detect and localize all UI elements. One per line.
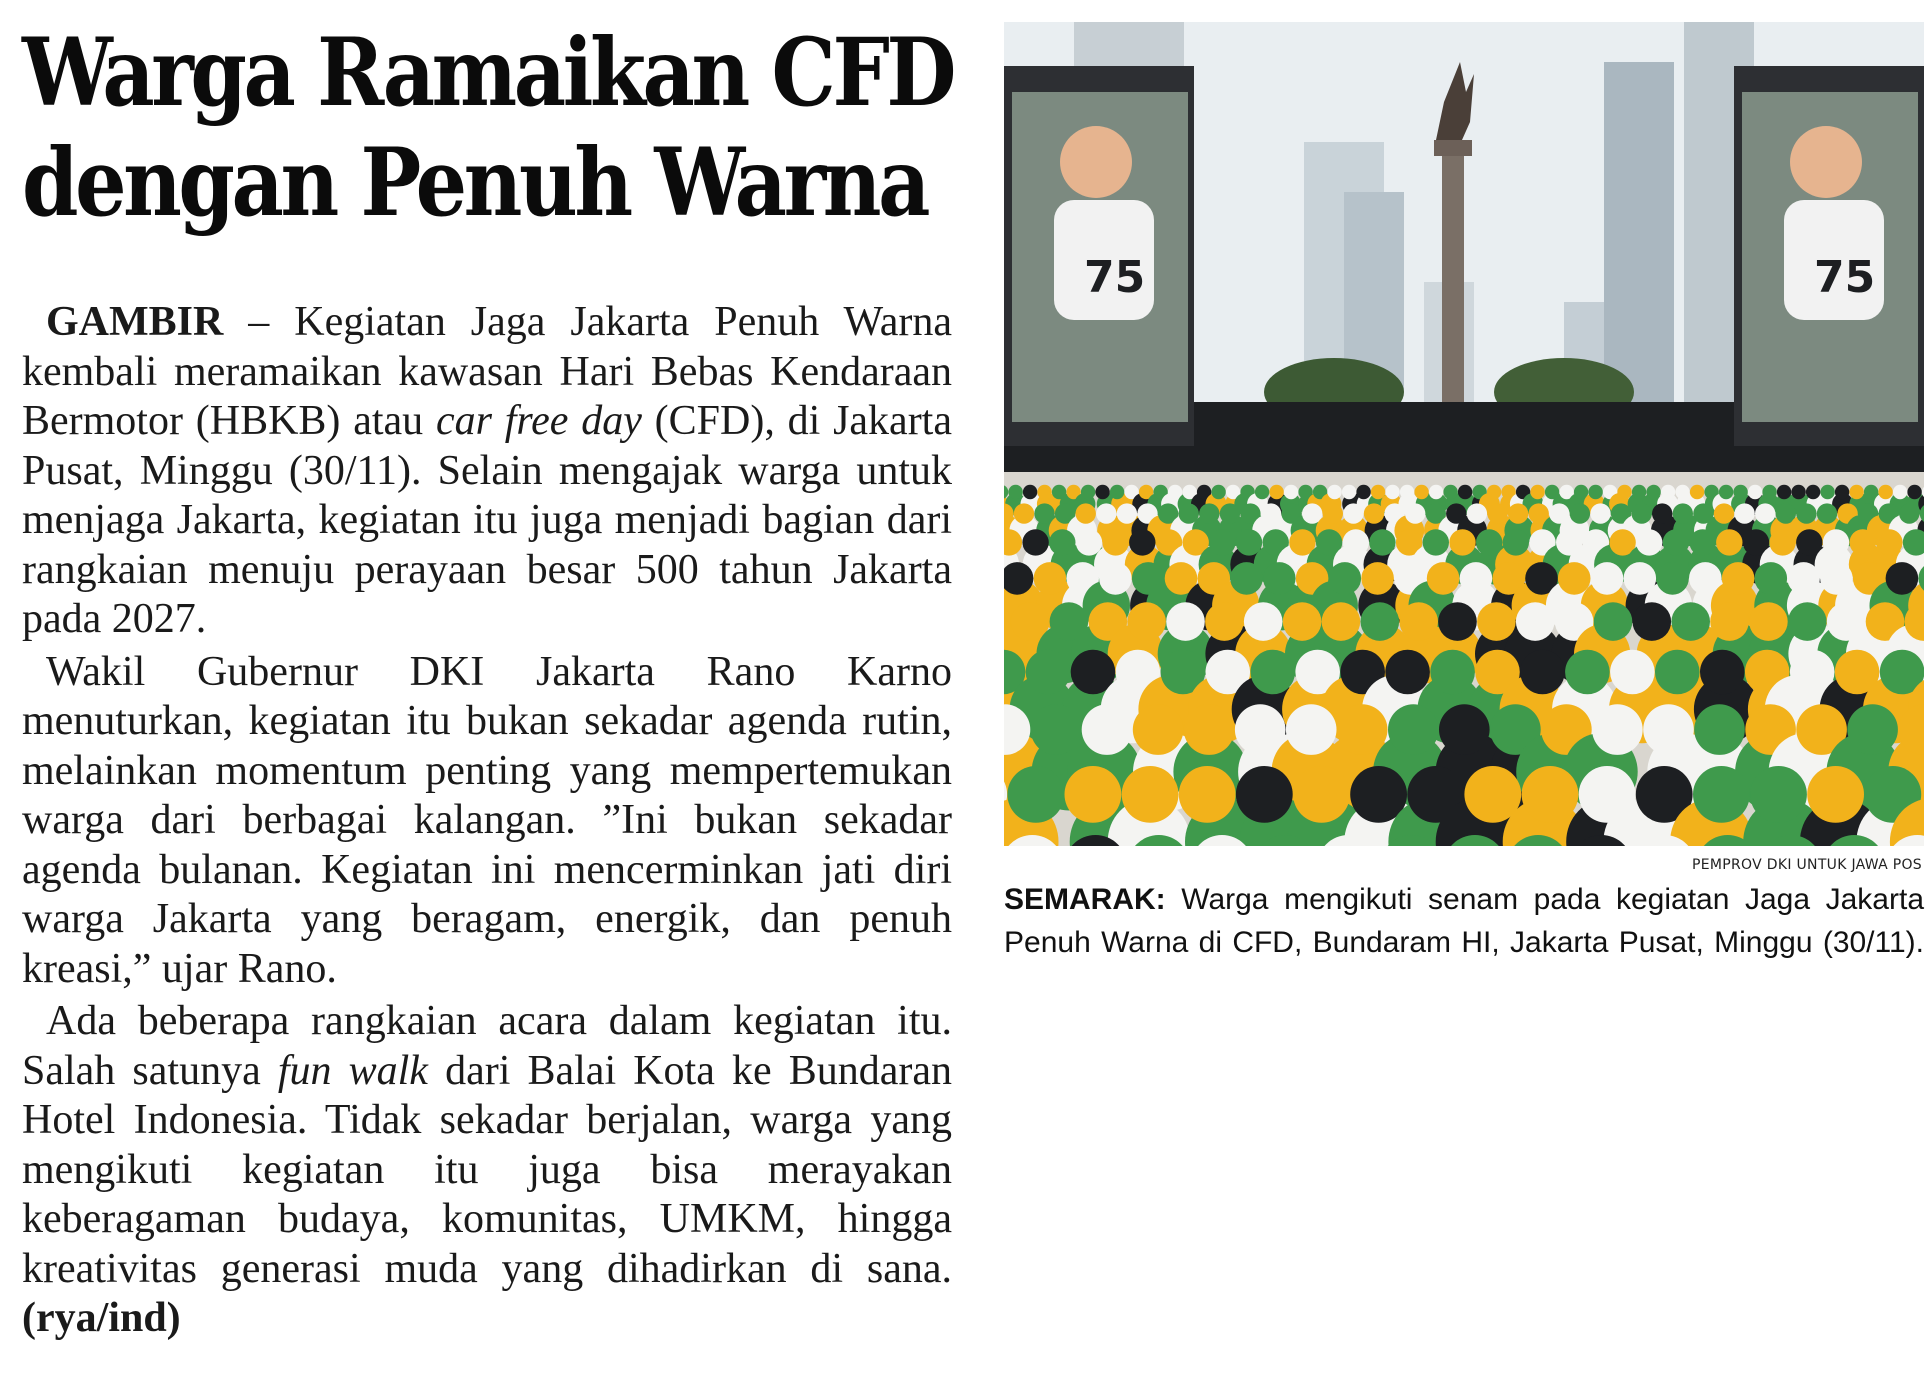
crowd-person-head: [1337, 704, 1388, 755]
crowd-person-head: [1755, 503, 1775, 523]
performer-head-left: [1060, 126, 1132, 198]
crowd-person-head: [1211, 485, 1225, 499]
crowd-person-head: [1323, 503, 1343, 523]
crowd-person-head: [1133, 704, 1184, 755]
crowd-person-head: [1690, 485, 1704, 499]
paragraph-1: [22, 298, 952, 645]
dateline-dash: –: [223, 299, 295, 345]
crowd-person-head: [1110, 485, 1124, 499]
crowd-person-head: [1588, 485, 1602, 499]
crowd-person-head: [1633, 602, 1672, 641]
crowd-person-head: [1423, 529, 1449, 555]
crowd-person-head: [1343, 529, 1369, 555]
crowd-person-head: [1244, 602, 1283, 641]
paragraph-1-italic: car free day: [435, 398, 642, 444]
headline-line-1: Warga Ramaikan CFD: [22, 18, 954, 128]
crowd-person-head: [1719, 485, 1733, 499]
crowd-person-head: [1385, 650, 1430, 695]
crowd-person-head: [1230, 562, 1263, 595]
crowd-person-head: [1361, 562, 1394, 595]
crowd-person-head: [1236, 766, 1293, 823]
headline-line-2: dengan Penuh Warna: [22, 128, 928, 238]
crowd-person-head: [1734, 503, 1754, 523]
crowd-person-head: [1405, 503, 1425, 523]
crowd-person-head: [1293, 766, 1350, 823]
crowd: [1004, 485, 1924, 846]
crowd-person-head: [1388, 704, 1439, 755]
crowd-person-head: [1429, 485, 1443, 499]
photo-credit: PEMPROV DKI UNTUK JAWA POS: [1692, 857, 1922, 873]
crowd-person-head: [1184, 704, 1235, 755]
paragraph-2: Wakil Gubernur DKI Jakarta Rano Karno menuturkan, kegiatan itu bukan sekadar agenda rutin, melainkan momentum penting yang mempertemukan warga dari berbagai kalangan. ”Ini bukan sekadar agenda bulanan. Kegiatan ini mencerminkan jati diri warga Jakarta yang beragam, energik, dan penuh kreasi,” ujar Rano.: [22, 648, 952, 992]
caption-line-2: Penuh Warna di CFD, Bundaram HI, Jakarta Pusat, Minggu (30/11).: [1004, 926, 1924, 959]
crowd-person-head: [1076, 529, 1102, 555]
crowd-person-head: [1430, 650, 1475, 695]
crowd-person-head: [1807, 766, 1864, 823]
crowd-person-head: [1034, 503, 1054, 523]
crowd-person-head: [1689, 529, 1715, 555]
paragraph-3-italic: fun walk: [277, 1047, 428, 1094]
paragraph-1-part-b: (CFD), di Jakarta Pusat, Minggu (30/11). Selain mengajak warga untuk menjaga Jakarta, kegiatan itu juga menjadi bagian dari rangkaian menuju perayaan besar 500 tahun Jakarta pada 2027.: [22, 398, 952, 642]
crowd-person-head: [1849, 485, 1863, 499]
dateline: GAMBIR: [46, 299, 224, 345]
crowd-person-head: [1129, 529, 1155, 555]
paragraph-3-part-b: dari Balai Kota ke Bundaran Hotel Indonesia. Tidak sekadar berjalan, warga yang mengikuti kegiatan itu juga bisa merayakan keberagaman budaya, komunitas, UMKM, hingga kreativitas generasi muda yang dihadirkan di sana.: [22, 1047, 953, 1292]
crowd-person-head: [1269, 485, 1283, 499]
crowd-person-head: [1716, 529, 1742, 555]
crowd-person-head: [1907, 485, 1921, 499]
crowd-person-head: [1008, 485, 1022, 499]
crowd-person-head: [1076, 503, 1096, 523]
crowd-person-head: [1284, 485, 1298, 499]
crowd-person-head: [1205, 602, 1244, 641]
caption-line-1: [1004, 878, 1924, 921]
crowd-person-head: [1361, 602, 1400, 641]
crowd-person-head: [1570, 503, 1590, 523]
crowd-person-head: [1427, 562, 1460, 595]
crowd-person-head: [1356, 485, 1370, 499]
monument-pillar: [1442, 152, 1464, 402]
crowd-person-head: [1439, 704, 1490, 755]
crowd-person-head: [1530, 485, 1544, 499]
crowd-person-head: [1031, 704, 1082, 755]
crowd-person-head: [1522, 766, 1579, 823]
crowd-person-head: [1220, 503, 1240, 523]
screen-number-right: 75: [1814, 252, 1876, 303]
crowd-person-head: [1364, 503, 1384, 523]
crowd-person-head: [1026, 650, 1071, 695]
crowd-person-head: [1487, 485, 1501, 499]
crowd-person-head: [1508, 503, 1528, 523]
crowd-person-head: [1893, 485, 1907, 499]
crowd-person-head: [1590, 503, 1610, 523]
crowd-person-head: [1082, 704, 1133, 755]
crowd-person-head: [1661, 485, 1675, 499]
crowd-person-head: [1755, 562, 1788, 595]
crowd-person-head: [1034, 562, 1067, 595]
crowd-person-head: [1283, 602, 1322, 641]
crowd-person-head: [1099, 562, 1132, 595]
crowd-person-head: [1864, 485, 1878, 499]
crowd-person-head: [1694, 704, 1745, 755]
crowd-person-head: [1449, 529, 1475, 555]
crowd-person-head: [1014, 503, 1034, 523]
crowd-person-head: [1733, 485, 1747, 499]
article-headline: [22, 18, 954, 238]
crowd-person-head: [1476, 529, 1502, 555]
crowd-person-head: [1700, 650, 1745, 695]
crowd-person-head: [1477, 602, 1516, 641]
crowd-person-head: [1414, 485, 1428, 499]
crowd-person-head: [1102, 529, 1128, 555]
crowd-person-head: [1565, 650, 1610, 695]
article-byline: (rya/ind): [22, 1295, 181, 1341]
news-photo: [1004, 22, 1924, 846]
crowd-person-head: [1209, 529, 1235, 555]
crowd-person-head: [1673, 503, 1693, 523]
crowd-person-head: [1817, 503, 1837, 523]
crowd-person-head: [1646, 485, 1660, 499]
crowd-person-head: [1460, 562, 1493, 595]
crowd-person-head: [1820, 485, 1834, 499]
crowd-person-head: [1876, 529, 1902, 555]
crowd-person-head: [1762, 485, 1776, 499]
crowd-person-head: [1671, 602, 1710, 641]
crowd-person-head: [1166, 602, 1205, 641]
crowd-person-head: [1878, 485, 1892, 499]
crowd-person-head: [1235, 704, 1286, 755]
crowd-person-head: [1617, 485, 1631, 499]
crowd-person-head: [1327, 485, 1341, 499]
crowd-person-head: [1750, 766, 1807, 823]
building: [1604, 62, 1674, 402]
crowd-person-head: [1847, 704, 1898, 755]
crowd-person-head: [1632, 503, 1652, 523]
crowd-person-head: [1065, 766, 1122, 823]
crowd-person-head: [1656, 562, 1689, 595]
crowd-person-head: [1835, 485, 1849, 499]
crowd-person-head: [1722, 562, 1755, 595]
crowd-person-head: [1791, 485, 1805, 499]
crowd-person-head: [1516, 602, 1555, 641]
crowd-person-head: [1749, 602, 1788, 641]
paragraph-1-part-a: Kegiatan Jaga Jakarta Penuh Warna kembali meramaikan kawasan Hari Bebas Kendaraan Bermotor (HBKB) atau: [22, 299, 952, 444]
crowd-person-head: [1710, 602, 1749, 641]
crowd-person-head: [1049, 529, 1075, 555]
crowd-person-head: [1899, 503, 1919, 523]
crowd-person-head: [1663, 529, 1689, 555]
crowd-person-head: [1610, 650, 1655, 695]
crowd-person-head: [1342, 485, 1356, 499]
crowd-person-head: [1777, 485, 1791, 499]
crowd-person-head: [1796, 529, 1822, 555]
crowd-person-head: [1769, 529, 1795, 555]
crowd-person-head: [1199, 503, 1219, 523]
article-body: [22, 298, 952, 1347]
crowd-person-head: [1122, 766, 1179, 823]
crowd-person-head: [1558, 562, 1591, 595]
crowd-person-head: [1023, 485, 1037, 499]
crowd-person-head: [1438, 602, 1477, 641]
crowd-person-head: [1788, 602, 1827, 641]
performer-head-right: [1790, 126, 1862, 198]
crowd-person-head: [1458, 485, 1472, 499]
crowd-person-head: [1096, 503, 1116, 523]
crowd-person-head: [1693, 766, 1750, 823]
crowd-person-head: [1263, 562, 1296, 595]
crowd-person-head: [1467, 503, 1487, 523]
crowd-person-head: [1487, 503, 1507, 523]
crowd-person-head: [1592, 704, 1643, 755]
caption-label: SEMARAK:: [1004, 883, 1166, 916]
paragraph-3: [22, 997, 952, 1344]
monument-cap: [1434, 140, 1472, 156]
caption-text-1: Warga mengikuti senam pada kegiatan Jaga Jakarta: [1165, 883, 1924, 916]
crowd-person-head: [1095, 485, 1109, 499]
crowd-person-head: [1007, 766, 1064, 823]
crowd-person-head: [1329, 562, 1362, 595]
photo-illustration: [1004, 22, 1924, 846]
crowd-person-head: [1322, 602, 1361, 641]
crowd-person-head: [1520, 650, 1565, 695]
crowd-person-head: [1748, 485, 1762, 499]
crowd-person-head: [1655, 650, 1700, 695]
crowd-person-head: [1806, 485, 1820, 499]
paragraph-3-part-a: Ada beberapa rangkaian acara dalam kegiatan itu. Salah satunya: [22, 998, 952, 1094]
crowd-person-head: [1127, 602, 1166, 641]
crowd-person-head: [1117, 503, 1137, 523]
crowd-person-head: [1286, 704, 1337, 755]
crowd-person-head: [1343, 503, 1363, 523]
photo-caption: [1004, 878, 1924, 964]
crowd-person-head: [1796, 503, 1816, 523]
crowd-person-head: [1594, 602, 1633, 641]
crowd-person-head: [1823, 529, 1849, 555]
crowd-person-head: [1636, 529, 1662, 555]
crowd-person-head: [1251, 650, 1296, 695]
crowd-person-head: [1886, 562, 1919, 595]
crowd-person-head: [1037, 485, 1051, 499]
crowd-person-head: [1022, 529, 1048, 555]
crowd-person-head: [1652, 503, 1672, 523]
screen-number-left: 75: [1084, 252, 1146, 303]
crowd-person-head: [1081, 485, 1095, 499]
crowd-person-head: [1503, 529, 1529, 555]
crowd-person-head: [1443, 485, 1457, 499]
crowd-person-head: [1385, 485, 1399, 499]
crowd-person-head: [1591, 562, 1624, 595]
crowd-person-head: [1255, 485, 1269, 499]
crowd-person-head: [1787, 562, 1820, 595]
crowd-person-head: [1400, 485, 1414, 499]
crowd-person-head: [1179, 766, 1236, 823]
crowd-person-head: [1632, 485, 1646, 499]
